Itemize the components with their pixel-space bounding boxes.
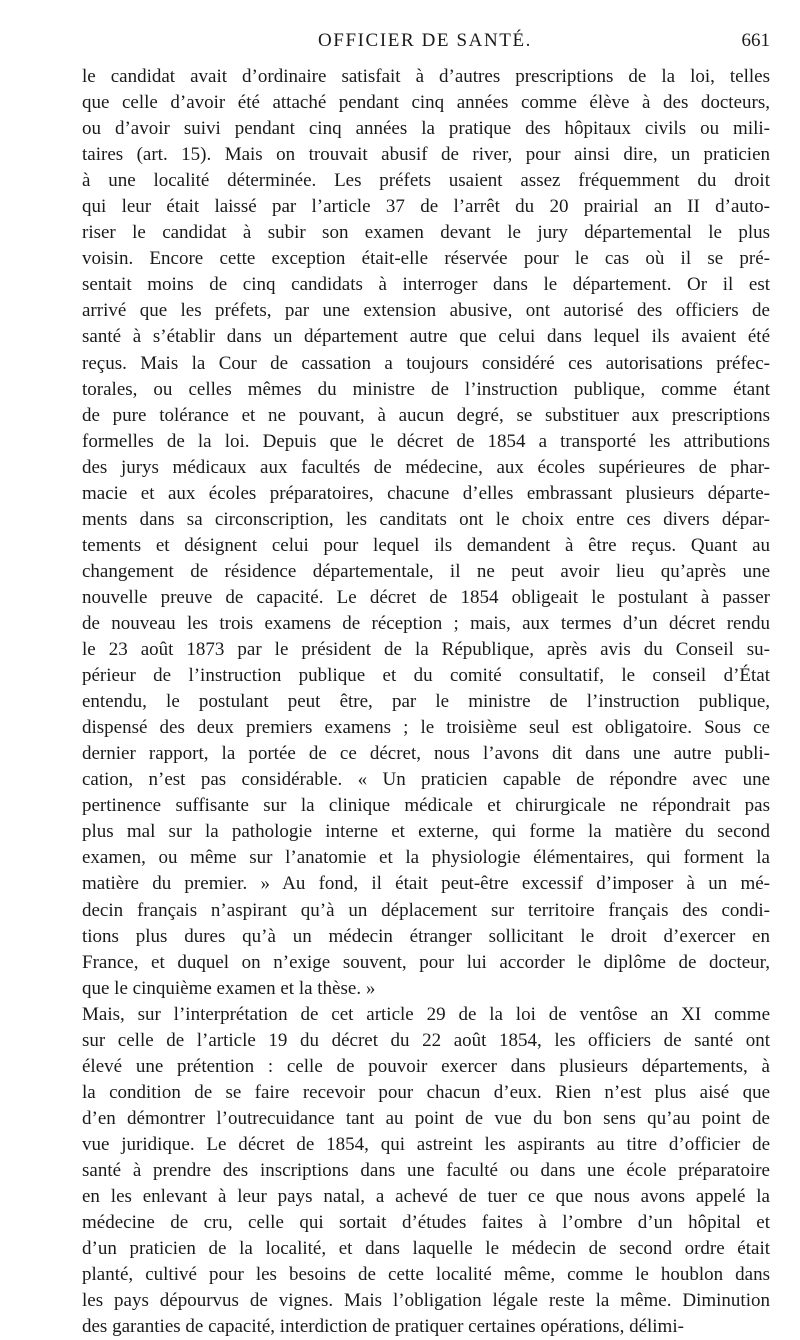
running-title: OFFICIER DE SANTÉ.: [317, 30, 533, 51]
text-line: France, et duquel on n’exige souvent, pour lui accorder le diplôme de docteur,: [82, 951, 770, 973]
text-line: cation, n’est pas considérable. « Un praticien capable de répondre avec une: [82, 769, 770, 791]
text-line: nouvelle preuve de capacité. Le décret de 1854 obligeait le postulant à passer: [82, 586, 770, 608]
text-line: dernier rapport, la portée de ce décret, nous l’avons dit dans une autre publi-: [82, 743, 770, 765]
text-line: plus mal sur la pathologie interne et externe, qui forme la matière du second: [82, 821, 770, 843]
text-line: sentait moins de cinq candidats à interroger dans le département. Or il est: [82, 274, 770, 296]
text-line: pertinence suffisante sur la clinique médicale et chirurgicale ne répondrait pas: [82, 795, 770, 817]
text-line: le candidat avait d’ordinaire satisfait à d’autres prescriptions de la loi, telles: [82, 66, 770, 87]
text-line: la condition de se faire recevoir pour chacun d’eux. Rien n’est plus aisé que: [82, 1081, 770, 1103]
text-line: arrivé que les préfets, par une extension abusive, ont autorisé des officiers de: [82, 300, 770, 322]
text-line: médecine de cru, celle qui sortait d’études faites à l’ombre d’un hôpital et: [82, 1212, 770, 1234]
text-line: riser le candidat à subir son examen devant le jury départemental le plus: [82, 222, 770, 244]
text-line: des jurys médicaux aux facultés de médecine, aux écoles supérieures de phar-: [82, 456, 770, 478]
text-line: examen, ou même sur l’anatomie et la physiologie élémentaires, qui forment la: [82, 847, 770, 869]
text-line: Mais, sur l’interprétation de cet article 29 de la loi de ventôse an XI comme: [82, 1003, 770, 1025]
text-line: changement de résidence départementale, il ne peut avoir lieu qu’après une: [82, 560, 770, 582]
text-line: taires (art. 15). Mais on trouvait abusif de river, pour ainsi dire, un praticien: [82, 144, 770, 166]
text-line: dispensé des deux premiers examens ; le troisième seul est obligatoire. Sous ce: [82, 717, 770, 739]
text-line: formelles de la loi. Depuis que le décret de 1854 a transporté les attributions: [82, 430, 770, 452]
text-line: sur celle de l’article 19 du décret du 22 août 1854, les officiers de santé ont: [82, 1029, 770, 1051]
text-line: torales, ou celles mêmes du ministre de l’instruction publique, comme étant: [82, 378, 770, 400]
body-text: [82, 64, 770, 1340]
text-line: des garanties de capacité, interdiction de pratiquer certaines opérations, délimi-: [82, 1316, 684, 1338]
running-head: [80, 30, 770, 54]
text-line: ou d’avoir suivi pendant cinq années la pratique des hôpitaux civils ou mili-: [82, 118, 770, 140]
text-line: macie et aux écoles préparatoires, chacune d’elles embrassant plusieurs départe-: [82, 482, 770, 504]
text-line: les pays dépourvus de vignes. Mais l’obligation légale reste la même. Diminution: [82, 1290, 770, 1312]
text-line: d’un praticien de la localité, et dans laquelle le médecin de second ordre était: [82, 1238, 770, 1260]
text-line: matière du premier. » Au fond, il était peut-être excessif d’imposer à un mé-: [82, 873, 770, 895]
text-line: périeur de l’instruction publique et du comité consultatif, le conseil d’État: [82, 665, 770, 687]
text-line: voisin. Encore cette exception était-elle réservée pour le cas où il se pré-: [82, 248, 770, 270]
text-line: entendu, le postulant peut être, par le ministre de l’instruction publique,: [82, 691, 770, 713]
text-line: tions plus dures qu’à un médecin étranger sollicitant le droit d’exercer en: [82, 925, 770, 947]
text-line: qui leur était laissé par l’article 37 de l’arrêt du 20 prairial an II d’auto-: [82, 196, 770, 218]
text-line: que celle d’avoir été attaché pendant cinq années comme élève à des docteurs,: [82, 92, 770, 114]
text-line: d’en démontrer l’outrecuidance tant au point de vue du bon sens qu’au point de: [82, 1107, 770, 1129]
text-line: que le cinquième examen et la thèse. »: [82, 977, 376, 999]
text-line: santé à s’établir dans un département autre que celui dans lequel ils avaient été: [82, 326, 770, 348]
text-line: tements et désignent celui pour lequel ils demandent à être reçus. Quant au: [82, 534, 770, 556]
text-line: le 23 août 1873 par le président de la République, après avis du Conseil su-: [82, 639, 770, 661]
text-line: santé à prendre des inscriptions dans une faculté ou dans une école préparatoire: [82, 1159, 770, 1181]
text-line: planté, cultivé pour les besoins de cette localité même, comme le houblon dans: [82, 1264, 770, 1286]
page-number: 661: [741, 30, 770, 51]
text-line: vue juridique. Le décret de 1854, qui astreint les aspirants au titre d’officier de: [82, 1133, 770, 1155]
text-line: ments dans sa circonscription, les canditats ont le choix entre ces divers dépar-: [82, 508, 770, 530]
text-line: élevé une prétention : celle de pouvoir exercer dans plusieurs départements, à: [82, 1055, 770, 1077]
text-line: decin français n’aspirant qu’à un déplacement sur territoire français des condi-: [82, 899, 770, 921]
text-line: de pure tolérance et ne pouvant, à aucun degré, se substituer aux prescriptions: [82, 404, 770, 426]
text-line: à une localité déterminée. Les préfets usaient assez fréquemment du droit: [82, 170, 770, 192]
text-line: de nouveau les trois examens de réception ; mais, aux termes d’un décret rendu: [82, 612, 770, 634]
text-line: en les enlevant à leur pays natal, a achevé de tuer ce que nous avons appelé la: [82, 1186, 770, 1208]
text-line: reçus. Mais la Cour de cassation a toujours considéré ces autorisations préfec-: [82, 352, 770, 374]
